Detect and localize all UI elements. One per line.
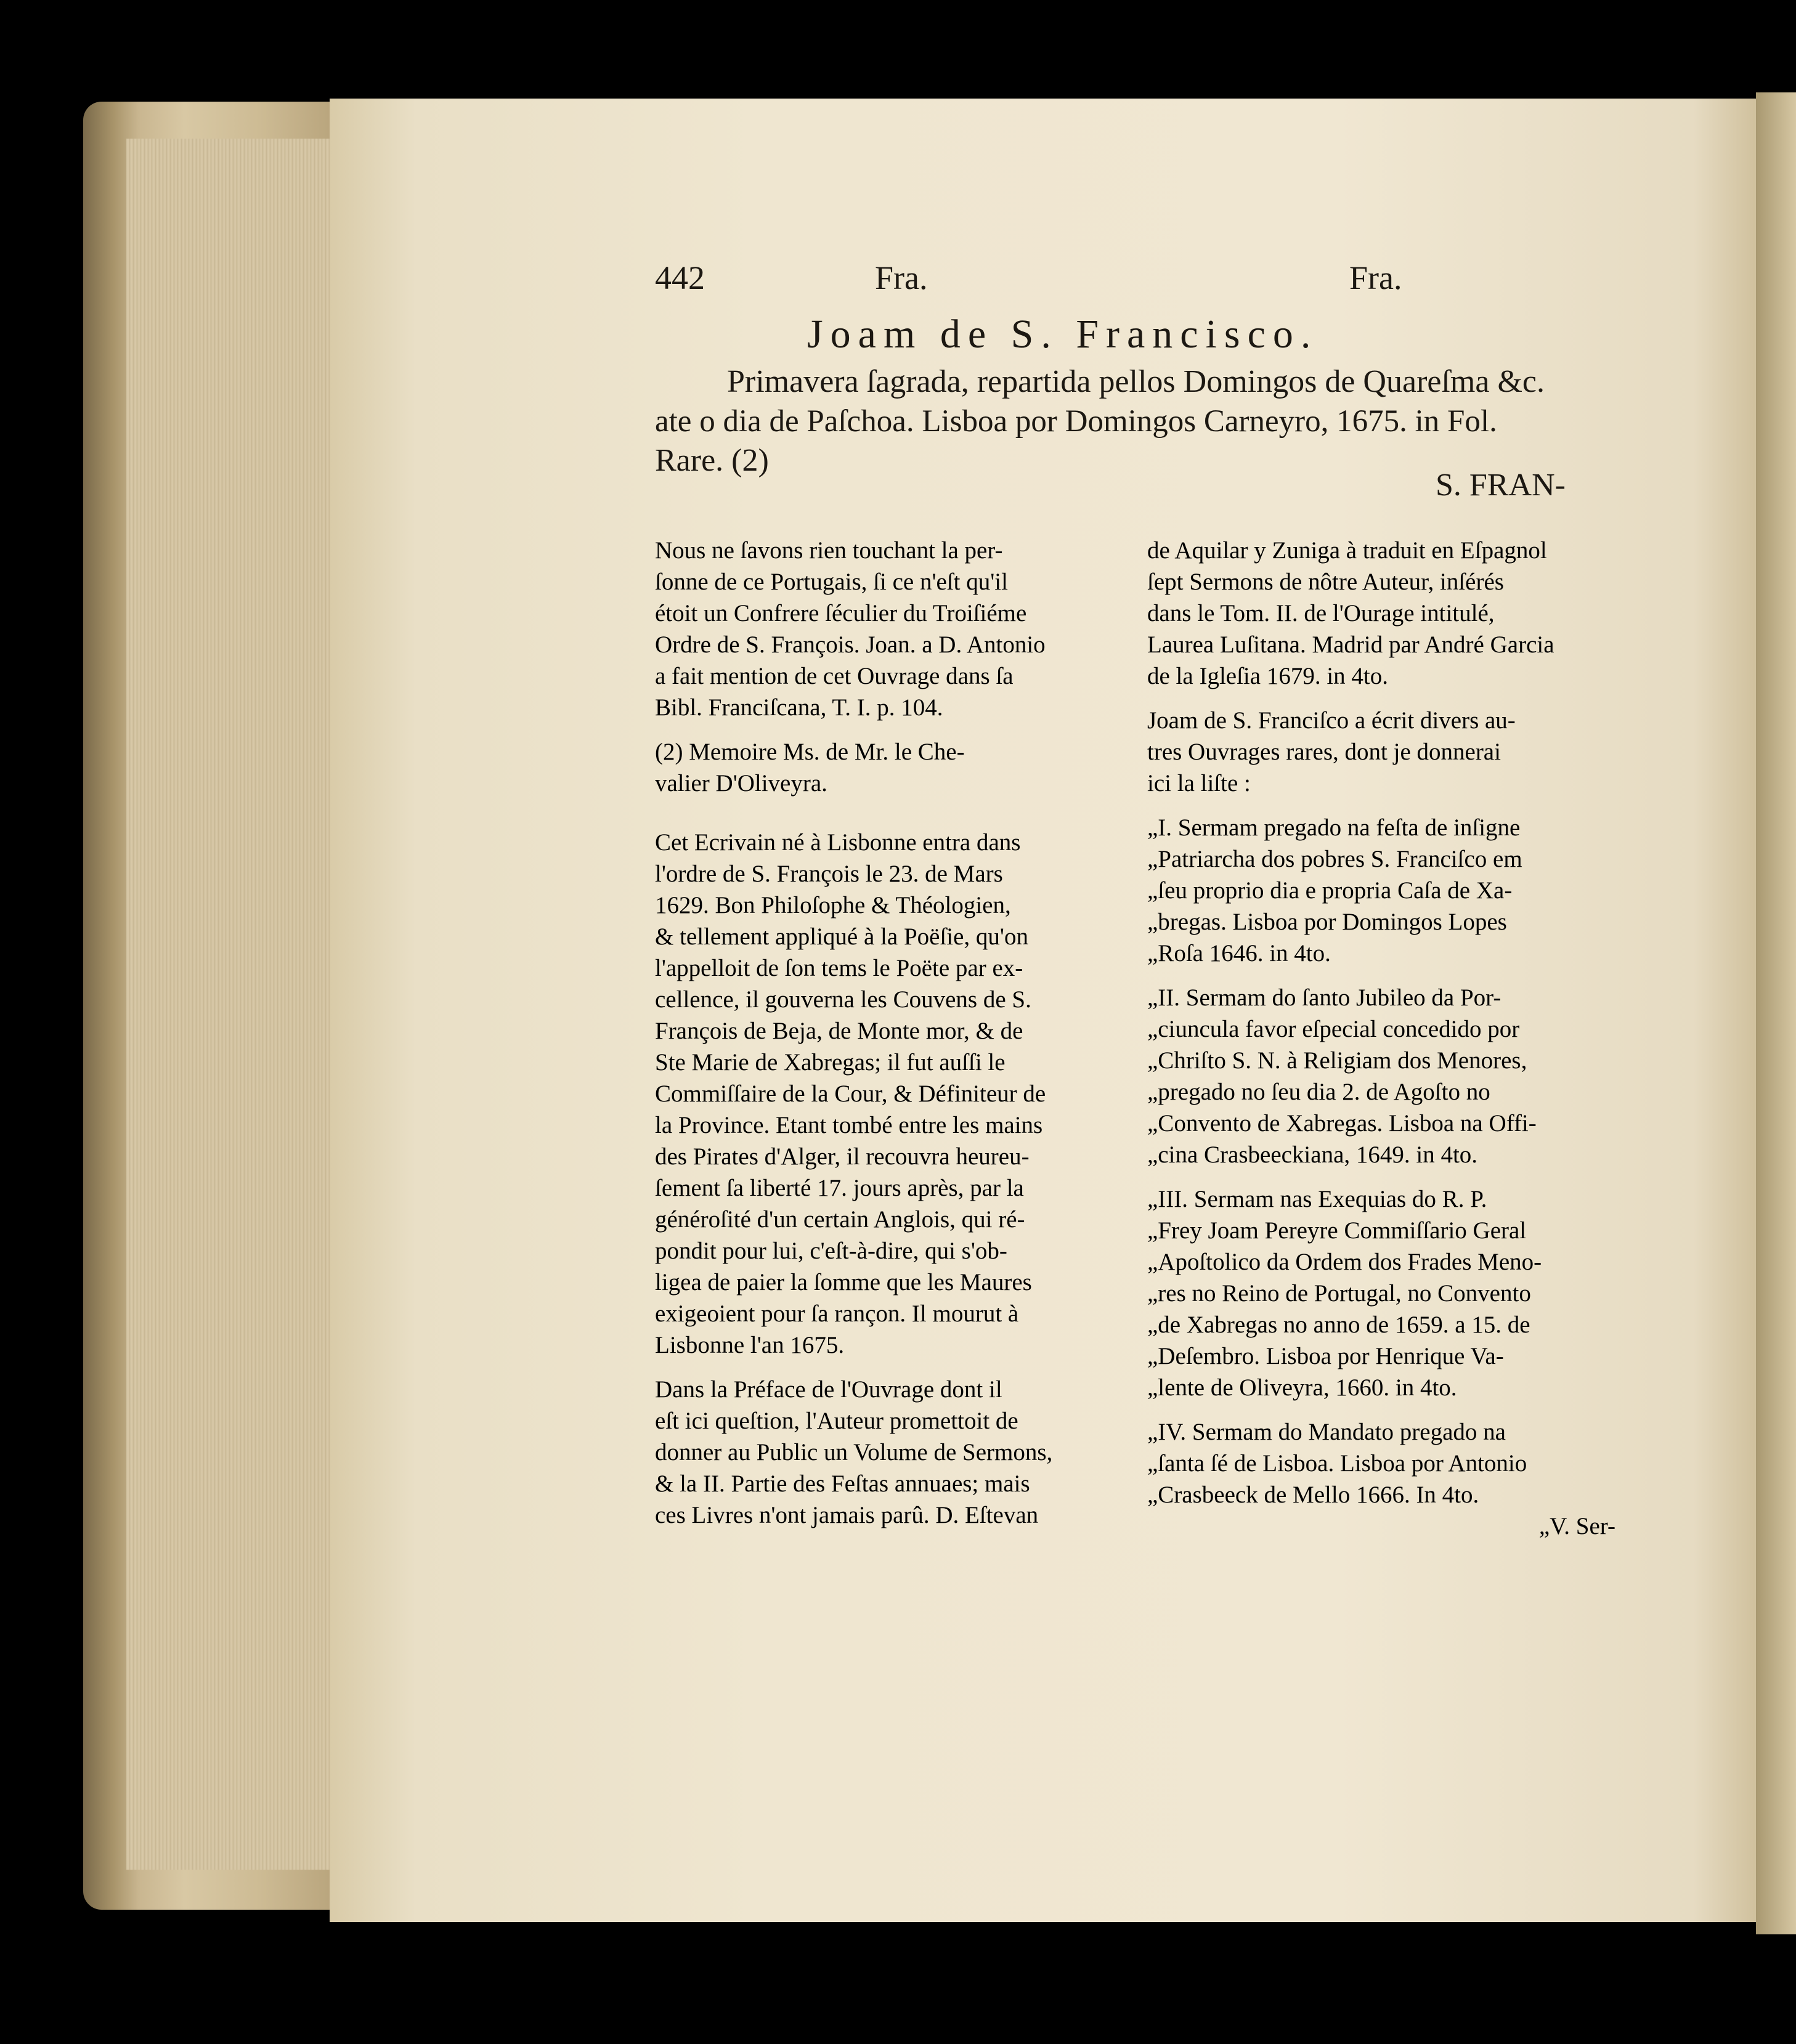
left-para-line: eſt ici queſtion, l'Auteur promettoit de: [655, 1408, 1018, 1434]
left-para-line: donner au Public un Volume de Sermons,: [655, 1439, 1053, 1466]
page-edges: [126, 139, 330, 1870]
right-para-line: de Aquilar y Zuniga à traduit en Eſpagnol: [1147, 537, 1547, 564]
right-para-line: „res no Reino de Portugal, no Convento: [1147, 1280, 1531, 1307]
running-head-left: Fra.: [875, 259, 928, 296]
right-para-line: „pregado no ſeu dia 2. de Agoſto no: [1147, 1079, 1490, 1105]
right-para-line: „II. Sermam do ſanto Jubileo da Por-: [1147, 984, 1501, 1011]
right-para-line: „Chriſto S. N. à Religiam dos Menores,: [1147, 1047, 1527, 1074]
left-para-line: étoit un Confrere ſéculier du Troiſiéme: [655, 600, 1027, 627]
right-para-line: „ſanta ſé de Lisboa. Lisboa por Antonio: [1147, 1450, 1527, 1477]
right-para-line: Joam de S. Franciſco a écrit divers au-: [1147, 707, 1516, 734]
left-para-line: ligea de paier la ſomme que les Maures: [655, 1269, 1032, 1296]
right-para-line: ici la liſte :: [1147, 770, 1251, 797]
right-para-line: dans le Tom. II. de l'Ourage intitulé,: [1147, 600, 1495, 627]
right-column: [1147, 535, 1615, 1542]
right-para-line: „cina Crasbeeckiana, 1649. in 4to.: [1147, 1142, 1478, 1168]
left-para-line: ſonne de ce Portugais, ſi ce n'eſt qu'il: [655, 569, 1008, 595]
right-para-line: „Crasbeeck de Mello 1666. In 4to.: [1147, 1482, 1479, 1508]
left-para-line: des Pirates d'Alger, il recouvra heureu-: [655, 1143, 1030, 1170]
right-para-line: tres Ouvrages rares, dont je donnerai: [1147, 739, 1501, 765]
left-para-line: & la II. Partie des Feſtas annuaes; mais: [655, 1470, 1030, 1497]
right-para-line: „Roſa 1646. in 4to.: [1147, 940, 1331, 967]
left-para-line: l'appelloit de ſon tems le Poëte par ex-: [655, 955, 1023, 981]
left-para-line: pondit pour lui, c'eſt-à-dire, qui s'ob-: [655, 1238, 1007, 1264]
left-column: [655, 535, 1123, 1531]
right-para-line: de la Igleſia 1679. in 4to.: [1147, 663, 1388, 689]
left-para-line: Dans la Préface de l'Ouvrage dont il: [655, 1376, 1002, 1403]
left-para-line: valier D'Oliveyra.: [655, 770, 827, 797]
left-para-line: ces Livres n'ont jamais parû. D. Eſtevan: [655, 1502, 1039, 1528]
entry-author-heading: Joam de S. Francisco.: [807, 312, 1319, 357]
left-para-line: & tellement appliqué à la Poëſie, qu'on: [655, 923, 1028, 950]
left-para-line: Cet Ecrivain né à Lisbonne entra dans: [655, 829, 1021, 856]
left-para-line: l'ordre de S. François le 23. de Mars: [655, 861, 1003, 887]
left-para-line: Lisbonne l'an 1675.: [655, 1332, 845, 1358]
left-para-line: Bibl. Franciſcana, T. I. p. 104.: [655, 694, 943, 721]
right-para-line: „I. Sermam pregado na feſta de inſigne: [1147, 814, 1521, 841]
left-para-line: Ste Marie de Xabregas; il fut auſſi le: [655, 1049, 1006, 1076]
right-para-line: „Convento de Xabregas. Lisboa na Offi-: [1147, 1110, 1537, 1137]
entry-title-line-2: ate o dia de Paſchoa. Lisboa por Domingos Carneyro, 1675. in Fol.: [655, 404, 1497, 439]
catchword-bottom: „V. Ser-: [1538, 1513, 1615, 1539]
left-para-line: la Province. Etant tombé entre les mains: [655, 1112, 1043, 1138]
right-para-line: „Apoſtolico da Ordem dos Frades Meno-: [1147, 1249, 1542, 1275]
left-para-line: cellence, il gouverna les Couvens de S.: [655, 986, 1031, 1013]
entry-title-line-1: Primavera ſagrada, repartida pellos Domingos de Quareſma &c.: [727, 364, 1545, 399]
left-para-line: (2) Memoire Ms. de Mr. le Che-: [655, 739, 965, 765]
right-para-line: „ciuncula favor eſpecial concedido por: [1147, 1016, 1520, 1042]
right-para-line: „Patriarcha dos pobres S. Franciſco em: [1147, 846, 1522, 872]
running-head-right: Fra.: [1349, 259, 1402, 296]
right-para-line: „Deſembro. Lisboa por Henrique Va-: [1147, 1343, 1504, 1369]
left-para-line: Ordre de S. François. Joan. a D. Antonio: [655, 631, 1046, 658]
right-para-line: „lente de Oliveyra, 1660. in 4to.: [1147, 1374, 1457, 1401]
right-para-line: „bregas. Lisboa por Domingos Lopes: [1147, 909, 1507, 935]
catchword-top: S. FRAN-: [1436, 468, 1566, 503]
entry-title-line-3: Rare. (2): [655, 443, 769, 478]
page-number: 442: [655, 259, 705, 296]
right-para-line: Laurea Luſitana. Madrid par André Garcia: [1147, 631, 1554, 658]
left-para-line: Nous ne ſavons rien touchant la per-: [655, 537, 1003, 564]
left-para-line: Commiſſaire de la Cour, & Définiteur de: [655, 1081, 1046, 1107]
right-para-line: „Frey Joam Pereyre Commiſſario Geral: [1147, 1217, 1527, 1244]
left-para-line: François de Beja, de Monte mor, & de: [655, 1018, 1023, 1044]
right-para-line: „IV. Sermam do Mandato pregado na: [1147, 1419, 1506, 1445]
left-para-line: ſement ſa liberté 17. jours après, par la: [655, 1175, 1024, 1201]
left-para-line: 1629. Bon Philoſophe & Théologien,: [655, 892, 1011, 919]
left-para-line: généroſité d'un certain Anglois, qui ré-: [655, 1206, 1025, 1233]
right-para-line: „de Xabregas no anno de 1659. a 15. de: [1147, 1312, 1530, 1338]
left-para-line: exigeoient pour ſa rançon. Il mourut à: [655, 1300, 1019, 1327]
right-para-line: „ſeu proprio dia e propria Caſa de Xa-: [1147, 877, 1513, 904]
right-para-line: „III. Sermam nas Exequias do R. P.: [1147, 1186, 1487, 1212]
facing-page-edge: [1756, 92, 1796, 1934]
left-para-line: a fait mention de cet Ouvrage dans ſa: [655, 663, 1014, 689]
right-para-line: ſept Sermons de nôtre Auteur, inſérés: [1147, 569, 1504, 595]
